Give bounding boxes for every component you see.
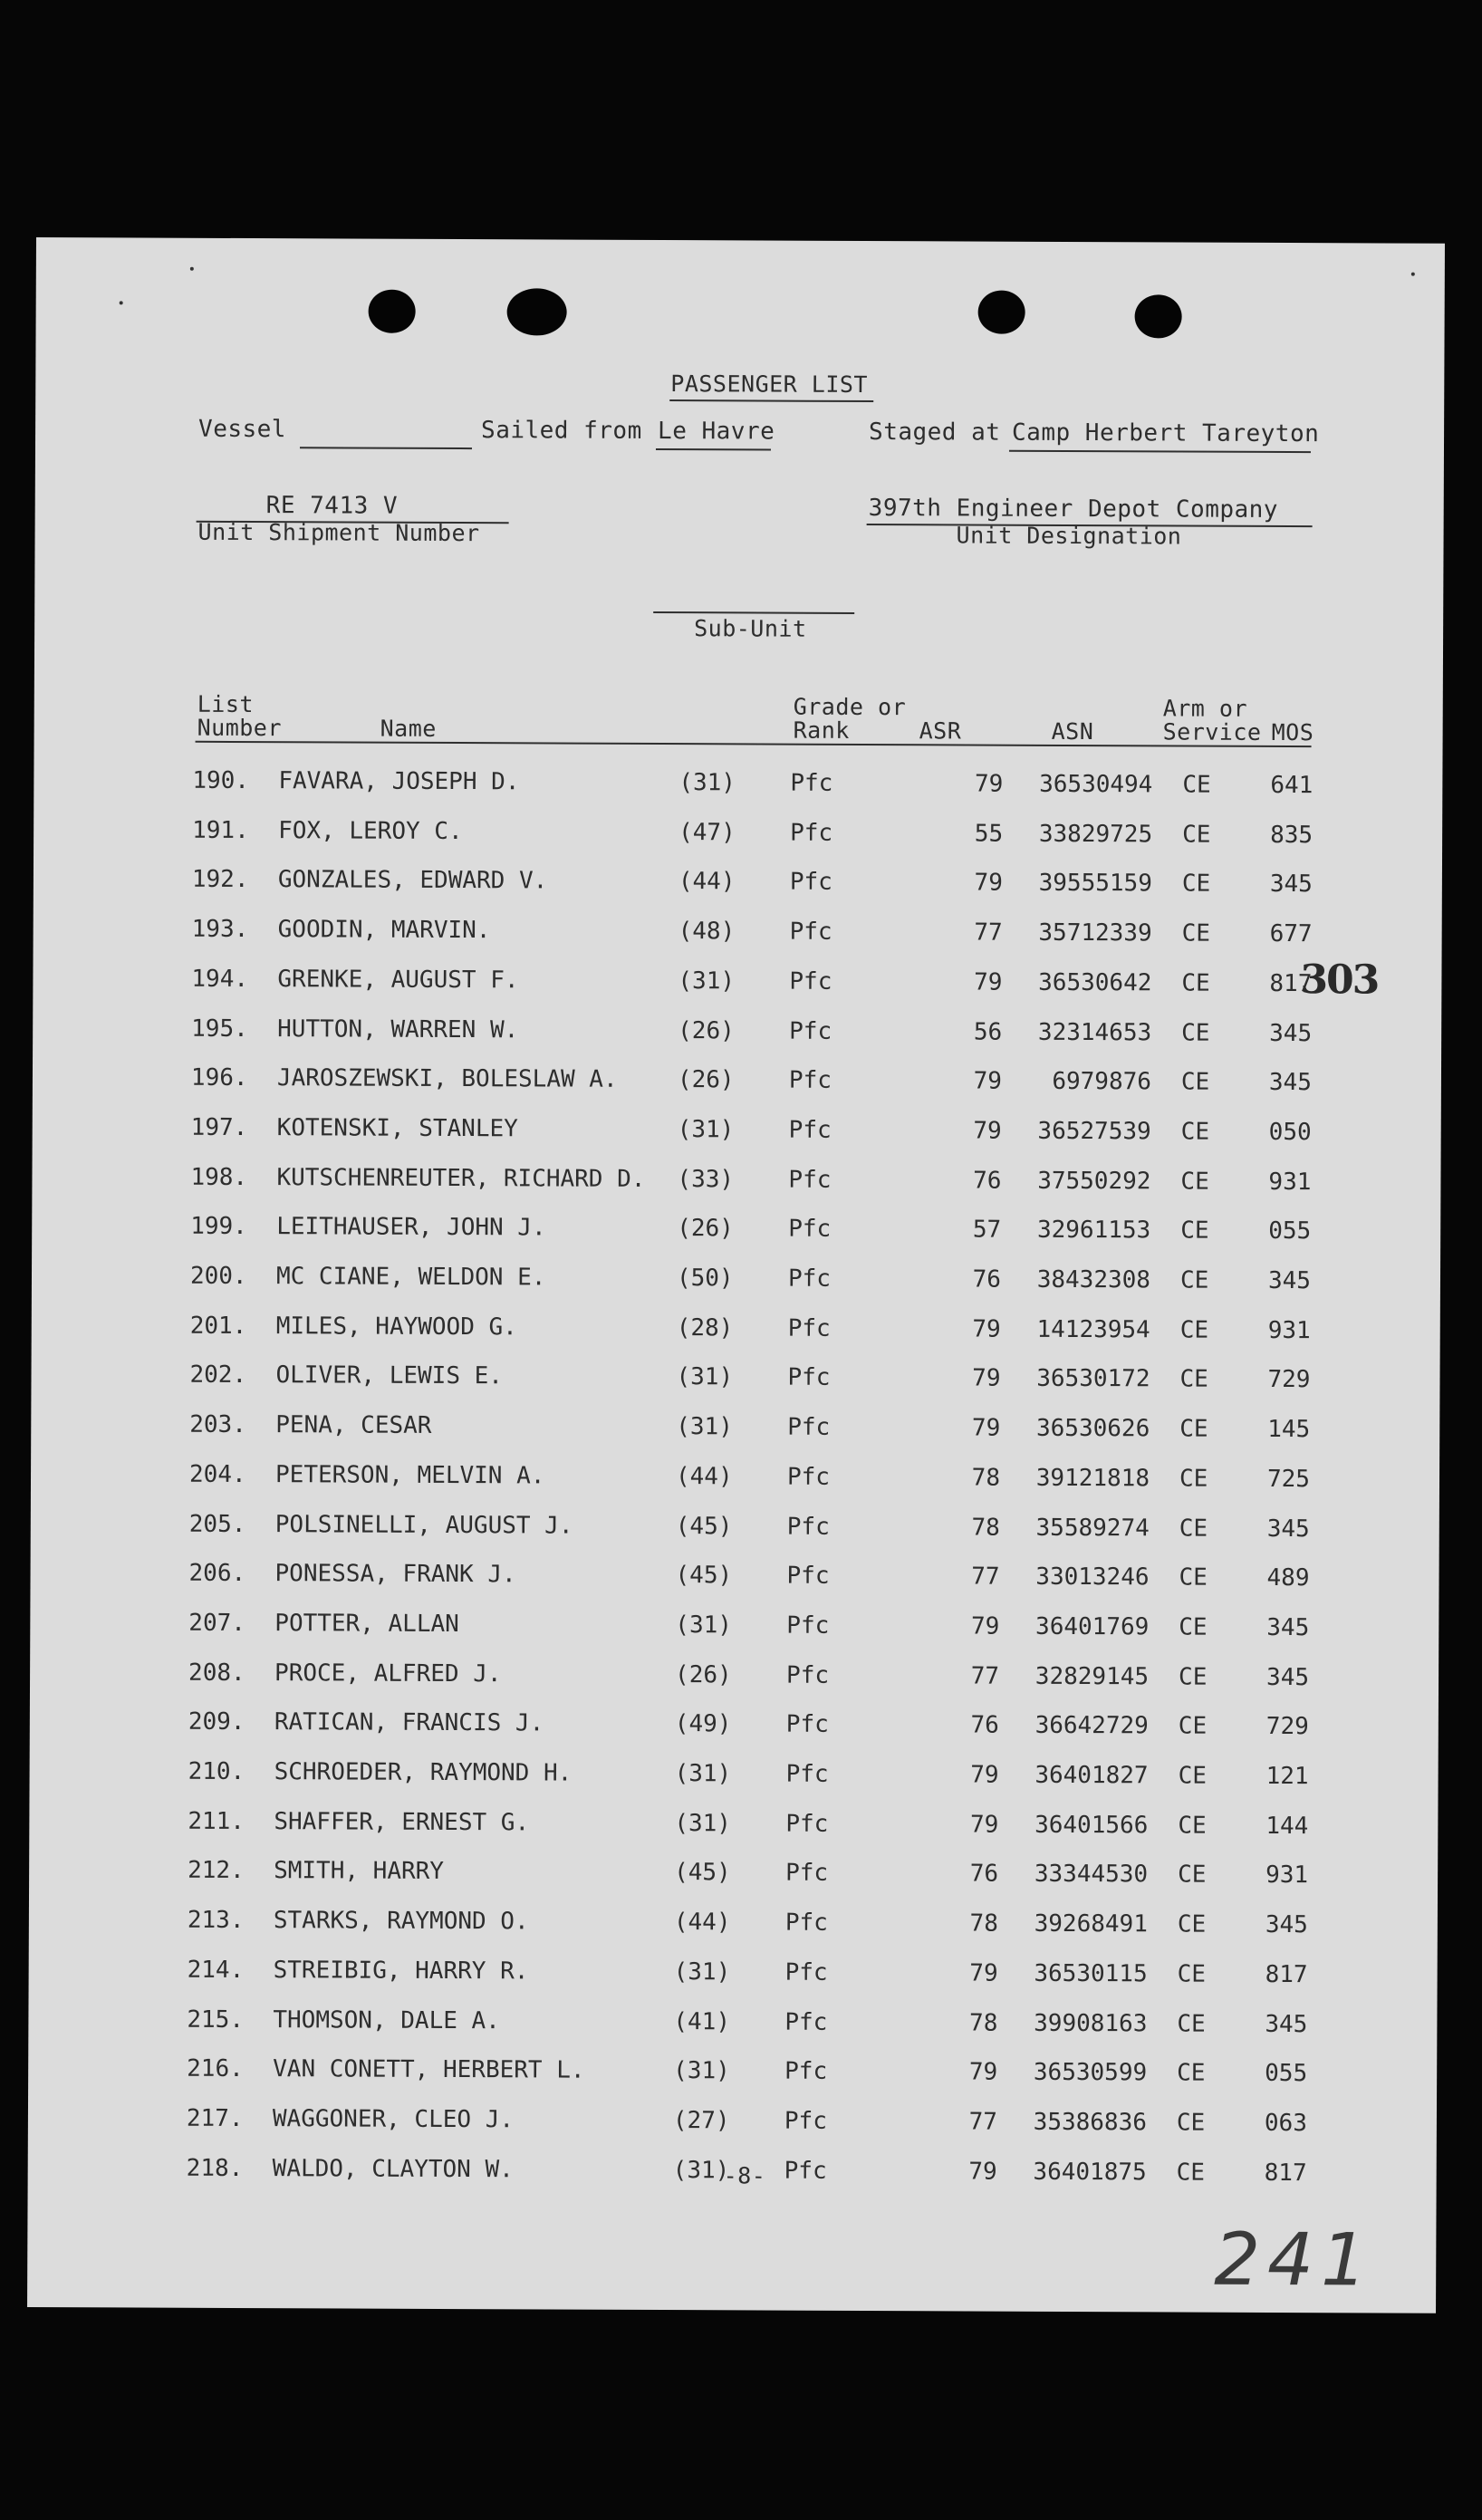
unit-designation-label: Unit Designation — [956, 522, 1182, 550]
mos: 729 — [1265, 1713, 1309, 1741]
passenger-name: WALDO, CLAYTON W. — [272, 2154, 514, 2183]
page-number: -8- — [723, 2162, 766, 2189]
rank: Pfc — [785, 1860, 829, 1888]
passenger-name: PETERSON, MELVIN A. — [274, 1460, 545, 1490]
col-arm-2: Service — [1162, 718, 1262, 745]
table-row — [31, 1460, 1439, 1503]
passenger-name: LEITHAUSER, JOHN J. — [276, 1213, 546, 1242]
list-number: 202. — [189, 1361, 247, 1390]
table-row — [33, 1113, 1441, 1156]
code: (31) — [675, 1611, 733, 1640]
asn: 35712339 — [1038, 919, 1152, 947]
mos: 345 — [1269, 1019, 1313, 1047]
mos: 055 — [1265, 2060, 1308, 2088]
asr: 79 — [970, 1612, 1000, 1640]
col-grade-1: Grade or — [793, 693, 907, 721]
rank: Pfc — [789, 869, 832, 897]
list-number: 197. — [190, 1113, 248, 1141]
asn: 33344530 — [1034, 1861, 1149, 1889]
speck — [1411, 273, 1415, 276]
sailed-underline — [656, 448, 771, 451]
passenger-name: PROCE, ALFRED J. — [274, 1659, 502, 1688]
speck — [120, 301, 123, 304]
unit-shipment-number: RE 7413 V — [265, 492, 399, 520]
rank: Pfc — [785, 1710, 829, 1739]
mos: 345 — [1266, 1613, 1310, 1642]
table-row — [29, 1807, 1438, 1850]
asr: 78 — [971, 1464, 1001, 1492]
rank: Pfc — [788, 1116, 832, 1144]
rank: Pfc — [787, 1364, 831, 1392]
asr: 76 — [972, 1265, 1002, 1294]
mos: 345 — [1269, 870, 1313, 899]
table-row — [30, 1707, 1439, 1750]
mos: 489 — [1266, 1564, 1310, 1592]
arm-service: CE — [1177, 2010, 1206, 2038]
mos: 835 — [1270, 821, 1314, 849]
passenger-name: FOX, LEROY C. — [278, 816, 463, 845]
mos: 063 — [1264, 2109, 1307, 2138]
asn: 38432308 — [1036, 1265, 1151, 1294]
mos: 817 — [1269, 969, 1313, 997]
code: (44) — [673, 1909, 731, 1937]
table-row — [31, 1361, 1439, 1403]
document-page — [27, 237, 1445, 2313]
asn: 35386836 — [1033, 2108, 1147, 2137]
asr: 77 — [974, 919, 1003, 947]
list-number: 200. — [189, 1262, 247, 1291]
passenger-name: SHAFFER, ERNEST G. — [274, 1807, 530, 1837]
passenger-name: GRENKE, AUGUST F. — [277, 965, 519, 995]
table-row — [30, 1559, 1439, 1601]
rank: Pfc — [790, 819, 833, 847]
rank: Pfc — [788, 1215, 832, 1244]
mos: 345 — [1265, 1911, 1308, 1939]
mos: 345 — [1265, 2010, 1308, 2038]
asn: 32961153 — [1036, 1217, 1151, 1245]
table-row — [31, 1410, 1439, 1453]
table-row — [29, 1906, 1438, 1948]
code: (41) — [673, 2007, 731, 2035]
title-underline — [669, 399, 873, 402]
table-row — [28, 2104, 1437, 2147]
handwritten-number: 241 — [1214, 2217, 1375, 2303]
mos: 725 — [1266, 1465, 1311, 1493]
passenger-name: FAVARA, JOSEPH D. — [278, 767, 520, 796]
passenger-name: POTTER, ALLAN — [274, 1610, 459, 1638]
list-number: 214. — [187, 1956, 245, 1984]
table-row — [29, 1856, 1438, 1899]
code: (26) — [677, 1066, 735, 1094]
passenger-name: GOODIN, MARVIN. — [277, 916, 491, 945]
code: (44) — [675, 1462, 733, 1491]
arm-service: CE — [1182, 821, 1211, 849]
asn: 36530115 — [1034, 1959, 1148, 1988]
subunit-label: Sub-Unit — [694, 615, 807, 642]
rank: Pfc — [787, 1413, 831, 1441]
list-number: 205. — [188, 1510, 246, 1538]
list-number: 212. — [188, 1857, 245, 1885]
table-row — [32, 1163, 1440, 1206]
rank: Pfc — [789, 918, 832, 946]
arm-service: CE — [1179, 1563, 1208, 1592]
passenger-name: RATICAN, FRANCIS J. — [274, 1708, 544, 1737]
table-row — [33, 1014, 1441, 1056]
table-row — [32, 1262, 1440, 1304]
asn: 14123954 — [1036, 1315, 1150, 1344]
rank: Pfc — [784, 1958, 828, 1986]
staged-at-label: Staged at — [869, 418, 1001, 447]
code: (26) — [675, 1660, 732, 1688]
code: (50) — [676, 1265, 734, 1293]
code: (45) — [675, 1562, 733, 1590]
passenger-name: STREIBIG, HARRY R. — [273, 1956, 529, 1986]
mos: 345 — [1268, 1069, 1312, 1097]
asn: 37550292 — [1037, 1167, 1151, 1195]
table-row — [33, 1063, 1441, 1106]
arm-service: CE — [1179, 1613, 1208, 1641]
table-row — [34, 816, 1442, 859]
asr: 79 — [968, 2058, 998, 2086]
list-number: 199. — [190, 1213, 247, 1241]
rank: Pfc — [785, 1810, 829, 1838]
list-number: 203. — [189, 1410, 246, 1439]
asr: 79 — [972, 1315, 1001, 1343]
asr: 79 — [974, 968, 1003, 996]
list-number: 210. — [188, 1757, 245, 1786]
asn: 32314653 — [1037, 1018, 1152, 1046]
arm-service: CE — [1176, 2159, 1206, 2187]
code: (45) — [674, 1859, 731, 1887]
passenger-name: THOMSON, DALE A. — [273, 2005, 500, 2034]
arm-service: CE — [1178, 1812, 1207, 1840]
asr: 79 — [969, 1959, 998, 1987]
code: (26) — [677, 1215, 734, 1243]
table-row — [33, 965, 1441, 1007]
mos: 055 — [1268, 1217, 1312, 1246]
rank: Pfc — [786, 1513, 830, 1541]
asr: 78 — [971, 1514, 1000, 1542]
col-list-number-1: List — [197, 690, 255, 718]
rank: Pfc — [788, 1166, 832, 1194]
document-title: PASSENGER LIST — [670, 370, 869, 399]
table-row — [28, 2054, 1437, 2097]
arm-service: CE — [1181, 870, 1211, 899]
list-number: 218. — [186, 2154, 244, 2182]
rank: Pfc — [786, 1562, 830, 1591]
code: (31) — [678, 769, 736, 797]
vessel-blank — [300, 447, 472, 449]
arm-service: CE — [1177, 1960, 1207, 1988]
arm-service: CE — [1182, 771, 1211, 799]
asn: 36642729 — [1035, 1712, 1149, 1740]
passenger-name: SCHROEDER, RAYMOND H. — [274, 1758, 573, 1787]
sailed-from-value: Le Havre — [658, 417, 775, 446]
asr: 76 — [973, 1167, 1002, 1195]
table-row — [34, 766, 1442, 809]
passenger-name: SMITH, HARRY — [274, 1857, 445, 1886]
asn: 36401827 — [1035, 1761, 1149, 1790]
code: (33) — [677, 1165, 735, 1193]
code: (31) — [678, 967, 736, 995]
rank: Pfc — [784, 2157, 827, 2185]
list-number: 213. — [187, 1906, 245, 1935]
table-row — [32, 1312, 1440, 1354]
rank: Pfc — [784, 2057, 828, 2086]
rank: Pfc — [784, 1909, 828, 1937]
vessel-label: Vessel — [198, 415, 287, 444]
list-number: 196. — [190, 1063, 248, 1092]
passenger-name: JAROSZEWSKI, BOLESLAW A. — [276, 1064, 618, 1093]
passenger-name: WAGGONER, CLEO J. — [272, 2105, 515, 2134]
rank: Pfc — [786, 1463, 831, 1491]
list-number: 217. — [186, 2104, 244, 2132]
arm-service: CE — [1178, 1861, 1207, 1890]
passenger-name: VAN CONETT, HERBERT L. — [273, 2055, 585, 2084]
arm-service: CE — [1179, 1515, 1208, 1543]
list-number: 191. — [192, 816, 249, 844]
punch-hole — [369, 290, 416, 333]
asr: 56 — [973, 1018, 1003, 1046]
mos: 931 — [1268, 1168, 1312, 1196]
table-row — [31, 1509, 1439, 1552]
asn: 36530626 — [1035, 1414, 1150, 1443]
rank: Pfc — [787, 1314, 831, 1342]
asr: 77 — [970, 1662, 1000, 1690]
passenger-name: KUTSCHENREUTER, RICHARD D. — [276, 1163, 646, 1193]
code: (31) — [673, 1957, 731, 1986]
arm-service: CE — [1178, 1712, 1208, 1740]
rank: Pfc — [789, 967, 832, 995]
col-name: Name — [380, 715, 437, 742]
arm-service: CE — [1179, 1316, 1209, 1344]
arm-service: CE — [1181, 969, 1210, 997]
list-number: 216. — [187, 2054, 244, 2083]
mos: 641 — [1270, 771, 1314, 800]
code: (31) — [673, 2057, 730, 2085]
asr: 79 — [972, 1364, 1001, 1393]
code: (31) — [677, 1115, 735, 1144]
list-number: 208. — [188, 1659, 245, 1687]
asr: 77 — [971, 1563, 1000, 1591]
list-number: 193. — [191, 915, 249, 944]
asr: 78 — [969, 1909, 998, 1938]
arm-service: CE — [1178, 1762, 1207, 1790]
asr: 79 — [969, 1811, 999, 1839]
arm-service: CE — [1180, 1118, 1210, 1146]
code: (31) — [674, 1760, 732, 1788]
code: (26) — [678, 1016, 735, 1044]
asn: 36530172 — [1036, 1365, 1150, 1393]
col-asn: ASN — [1051, 717, 1094, 745]
mos: 345 — [1266, 1663, 1310, 1691]
asr: 76 — [969, 1860, 999, 1889]
rank: Pfc — [790, 769, 833, 797]
asr: 79 — [973, 1117, 1002, 1145]
table-row — [30, 1757, 1439, 1800]
code: (48) — [678, 918, 736, 946]
code: (31) — [672, 2156, 730, 2184]
mos: 144 — [1265, 1812, 1309, 1840]
code: (45) — [675, 1512, 733, 1540]
arm-service: CE — [1180, 1168, 1209, 1196]
code: (31) — [676, 1363, 734, 1391]
table-row — [28, 2005, 1437, 2047]
rank: Pfc — [785, 1760, 829, 1788]
table-row — [29, 1956, 1438, 1998]
punch-hole — [507, 288, 567, 335]
list-number: 204. — [188, 1460, 246, 1488]
arm-service: CE — [1181, 1019, 1210, 1047]
list-number: 211. — [188, 1807, 245, 1835]
asn: 36530642 — [1038, 968, 1152, 997]
header-underline — [196, 741, 1312, 747]
passenger-name: GONZALES, EDWARD V. — [277, 866, 548, 895]
rank: Pfc — [784, 2107, 827, 2135]
passenger-name: OLIVER, LEWIS E. — [275, 1361, 504, 1390]
passenger-name: HUTTON, WARREN W. — [277, 1015, 519, 1044]
passenger-name: POLSINELLI, AUGUST J. — [274, 1510, 573, 1540]
asn: 6979876 — [1052, 1068, 1152, 1096]
mos: 345 — [1266, 1515, 1310, 1543]
punch-hole — [1135, 294, 1182, 338]
mos: 121 — [1265, 1762, 1309, 1791]
asn: 36527539 — [1037, 1117, 1151, 1146]
mos: 050 — [1268, 1118, 1312, 1147]
passenger-name: KOTENSKI, STANLEY — [276, 1114, 518, 1143]
arm-service: CE — [1177, 2059, 1206, 2087]
table-row — [30, 1659, 1439, 1701]
asn: 39555159 — [1038, 870, 1152, 898]
mos: 817 — [1264, 2159, 1307, 2187]
list-number: 209. — [188, 1708, 245, 1736]
col-list-number-2: Number — [197, 714, 283, 742]
passenger-name: MILES, HAYWOOD G. — [275, 1312, 517, 1342]
mos: 677 — [1269, 920, 1313, 948]
passenger-name: PENA, CESAR — [275, 1411, 432, 1440]
asr: 79 — [968, 2158, 997, 2186]
list-number: 192. — [191, 866, 249, 894]
arm-service: CE — [1179, 1365, 1208, 1394]
list-number: 194. — [191, 965, 249, 993]
mos: 931 — [1265, 1861, 1309, 1890]
asr: 79 — [970, 1761, 999, 1789]
arm-service: CE — [1180, 1068, 1210, 1096]
rank: Pfc — [786, 1611, 830, 1640]
asr: 76 — [970, 1711, 999, 1739]
asn: 36530599 — [1033, 2059, 1148, 2087]
asn: 39121818 — [1035, 1464, 1150, 1493]
asn: 39908163 — [1034, 2009, 1148, 2037]
list-number: 195. — [191, 1015, 248, 1043]
passenger-name: PONESSA, FRANK J. — [274, 1560, 516, 1589]
asn: 36401769 — [1035, 1612, 1150, 1641]
list-number: 215. — [187, 2005, 245, 2034]
col-arm-1: Arm or — [1162, 695, 1248, 722]
rank: Pfc — [786, 1661, 830, 1689]
table-row — [30, 1609, 1439, 1651]
speck — [190, 267, 194, 271]
arm-service: CE — [1179, 1663, 1208, 1691]
code: (28) — [676, 1313, 734, 1342]
col-grade-2: Rank — [793, 717, 850, 744]
asr: 55 — [974, 820, 1004, 848]
list-number: 198. — [190, 1163, 248, 1191]
arm-service: CE — [1179, 1465, 1208, 1493]
asr: 57 — [972, 1216, 1002, 1244]
asr: 79 — [973, 1067, 1003, 1095]
table-row — [34, 915, 1442, 957]
mos: 817 — [1265, 1960, 1308, 1988]
asr: 79 — [971, 1414, 1001, 1442]
arm-service: CE — [1179, 1266, 1209, 1294]
arm-service: CE — [1177, 1910, 1207, 1938]
rank: Pfc — [784, 2008, 828, 2036]
list-number: 201. — [189, 1312, 247, 1340]
rank: Pfc — [789, 1017, 832, 1045]
sailed-from-label: Sailed from — [481, 417, 642, 445]
punch-hole — [978, 291, 1025, 334]
staged-underline — [1009, 450, 1311, 453]
table-row — [34, 865, 1442, 908]
asr: 79 — [974, 770, 1004, 798]
list-number: 190. — [192, 766, 250, 795]
mos: 145 — [1267, 1416, 1311, 1444]
code: (44) — [678, 868, 736, 896]
passenger-name: STARKS, RAYMOND O. — [273, 1907, 529, 1936]
asn: 33829725 — [1038, 820, 1153, 849]
table-row — [32, 1212, 1440, 1255]
rank: Pfc — [788, 1066, 832, 1095]
code: (27) — [672, 2106, 730, 2135]
unit-shipment-label: Unit Shipment Number — [197, 518, 480, 547]
asn: 36401566 — [1035, 1811, 1149, 1840]
arm-service: CE — [1181, 919, 1211, 947]
asn: 33013246 — [1035, 1563, 1150, 1592]
asn: 32829145 — [1035, 1662, 1150, 1690]
arm-service: CE — [1176, 2109, 1206, 2137]
passenger-name: MC CIANE, WELDON E. — [275, 1263, 546, 1292]
col-mos: MOS — [1271, 718, 1314, 746]
asn: 36401875 — [1033, 2158, 1147, 2186]
asr: 77 — [968, 2108, 997, 2136]
asn: 39268491 — [1034, 1909, 1148, 1938]
rank: Pfc — [787, 1265, 832, 1293]
list-number: 207. — [188, 1609, 246, 1637]
subunit-underline — [653, 611, 854, 614]
asr: 78 — [969, 2009, 998, 2037]
staged-at-value: Camp Herbert Tareyton — [1012, 418, 1320, 448]
code: (47) — [678, 818, 736, 847]
asn: 36530494 — [1039, 770, 1153, 799]
arm-service: CE — [1179, 1415, 1208, 1443]
col-asr: ASR — [919, 717, 962, 745]
code: (31) — [674, 1809, 732, 1838]
asr: 79 — [974, 869, 1003, 898]
list-number: 206. — [188, 1559, 246, 1588]
code: (31) — [676, 1413, 733, 1441]
mos: 729 — [1267, 1366, 1311, 1394]
mos: 931 — [1267, 1316, 1311, 1344]
code: (49) — [674, 1710, 732, 1738]
arm-service: CE — [1180, 1217, 1209, 1245]
asn: 35589274 — [1035, 1514, 1150, 1542]
mos: 345 — [1267, 1266, 1312, 1295]
unit-designation: 397th Engineer Depot Company — [868, 495, 1279, 524]
stamp-number: 303 — [1300, 957, 1379, 1004]
